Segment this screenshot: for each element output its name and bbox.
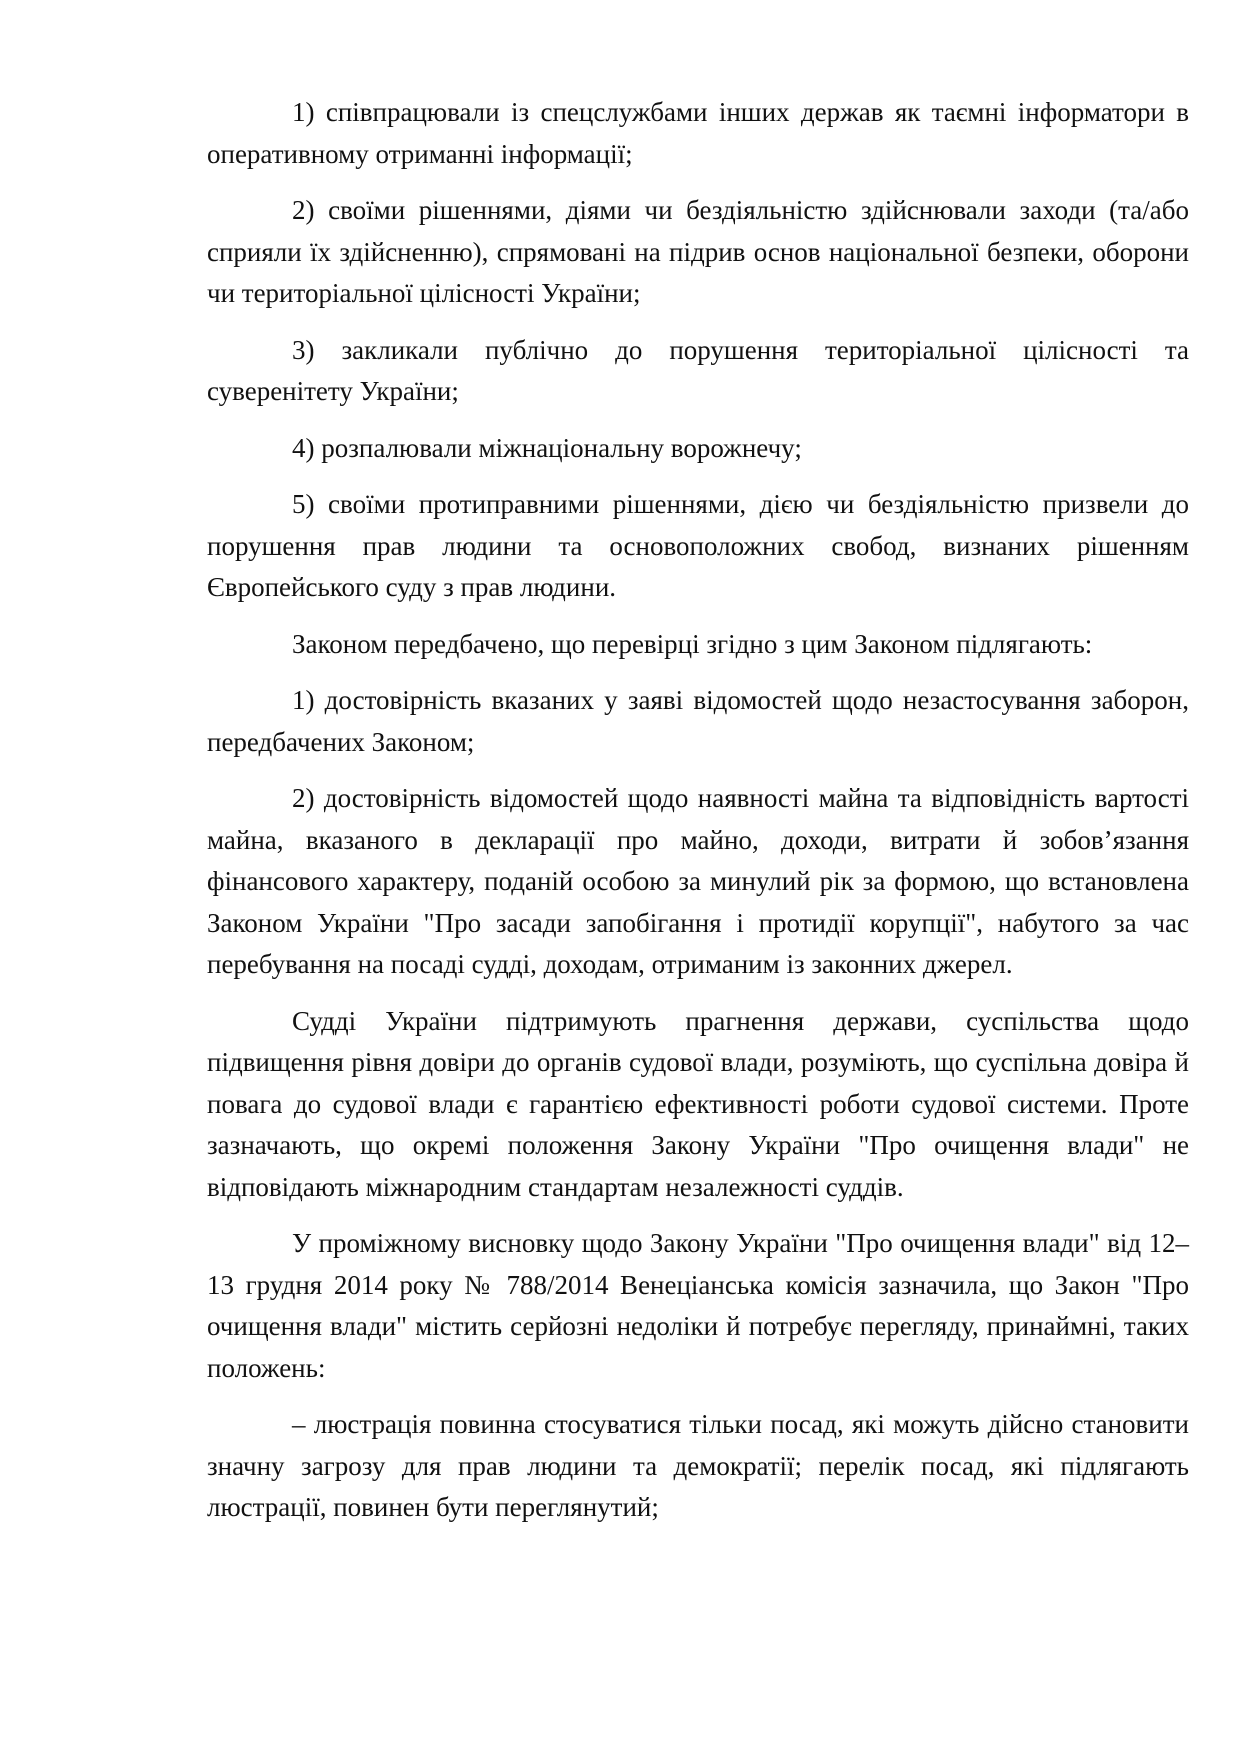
paragraph-item-5-rights: 5) своїми протиправними рішеннями, дією чи бездіяльністю призвели до порушення прав людини та основоположних свобод, визнаних рішенням Європейського суду з прав людини. [207, 489, 1189, 602]
paragraph-item-2-security: 2) своїми рішеннями, діями чи бездіяльністю здійснювали заходи (та/або сприяли їх здійсненню), спрямовані на підрив основ національної безпеки, оборони чи територіальної цілісності України; [207, 195, 1189, 308]
paragraph-item-1-cooperation: 1) співпрацювали із спецслужбами інших держав як таємні інформатори в оперативному отриманні інформації; [207, 97, 1189, 169]
paragraph-verification-intro: Законом передбачено, що перевірці згідно з цим Законом підлягають: [292, 628, 1093, 659]
paragraph-item-4-hostility: 4) розпалювали міжнаціональну ворожнечу; [292, 432, 802, 463]
paragraph-item-3-calls: 3) закликали публічно до порушення територіальної цілісності та суверенітету України; [207, 334, 1189, 406]
paragraph-judges-support: Судді України підтримують прагнення держави, суспільства щодо підвищення рівня довіри до органів судової влади, розуміють, що суспільна довіра й повага до судової влади є гарантією ефективності роботи судової системи. Проте зазначають, що окремі положення Закону України "Про очищення влади" не відповідають міжнародним стандартам незалежності суддів. [207, 1005, 1189, 1202]
paragraph-lustration-positions: – люстрація повинна стосуватися тільки посад, які можуть дійсно становити значну загрозу для прав людини та демократії; перелік посад, які підлягають люстрації, повинен бути переглянутий; [207, 1409, 1189, 1522]
paragraph-verification-2: 2) достовірність відомостей щодо наявності майна та відповідність вартості майна, вказаного в декларації про майно, доходи, витрати й зобов’язання фінансового характеру, поданій особою за минулий рік за формою, що встановлена Законом України "Про засади запобігання і протидії корупції", набутого за час перебування на посаді судді, доходам, отриманим із законних джерел. [207, 783, 1189, 979]
paragraph-verification-1: 1) достовірність вказаних у заяві відомостей щодо незастосування заборон, передбачених Законом; [207, 685, 1189, 757]
paragraph-venice-commission: У проміжному висновку щодо Закону України "Про очищення влади" від 12–13 грудня 2014 року № 788/2014 Венеціанська комісія зазначила, що Закон "Про очищення влади" містить серйозні недоліки й потребує перегляду, принаймні, таких положень: [207, 1228, 1189, 1383]
document-page [207, 92, 1189, 1544]
